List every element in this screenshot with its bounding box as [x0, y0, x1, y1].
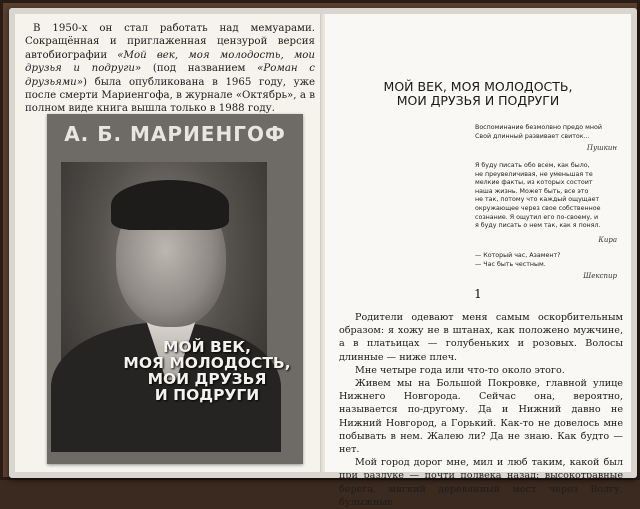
paragraph: Мне четыре года или что-то около этого.	[355, 364, 565, 376]
epigraph-shakespeare	[475, 252, 621, 269]
intro-text: В 1950-х он стал работать над мемуарами. Сокращённая и приглаженная цензурой версия автобиографии	[25, 23, 315, 61]
epigraph-line: не преувеличивая, не уменьшая те	[475, 170, 593, 178]
epigraph-line: я буду писать о нем так, как я понял.	[475, 222, 601, 230]
intro-text: ) была опубликована в 1965 году, уже после смерти Мариенгофа, в журнале «Октябрь», а в полном виде книга вышла только в 1988 году.	[25, 76, 315, 115]
epigraph-line: наша жизнь. Может быть, все это	[475, 187, 589, 195]
paragraph: Родители одевают меня самым оскорбительным образом: я хожу не в штанах, как положено мужчине, а в платьицах — голубеньких и розовых. Волосы длинные — ниже плеч.	[339, 312, 623, 363]
intro-book-title: «Мой век, моя молодость, мои друзья и подруги»	[25, 49, 315, 75]
epigraph-line: — Который час, Азамент?	[475, 252, 561, 259]
chapter-number: 1	[474, 287, 482, 301]
left-page	[15, 14, 323, 472]
epigraph-author: Кира	[598, 236, 617, 244]
epigraph-line: сознание. Я ощутил его по-своему, и	[475, 213, 599, 221]
photo-hair	[111, 180, 229, 230]
intro-text: (под названием	[141, 63, 258, 75]
epigraph-line: — Час быть честным.	[475, 260, 546, 268]
cover-author: А. Б. МАРИЕНГОФ	[64, 122, 286, 146]
chapter-title	[325, 80, 631, 108]
epigraph-line: окружающее через свое собственное	[475, 204, 601, 212]
cover-title-line: МОЯ МОЛОДОСТЬ,	[123, 354, 291, 372]
epigraph-pushkin	[475, 124, 621, 141]
paragraph: Мой город дорог мне, мил и люб таким, какой был при разлуке — почти полвека назад: высокотравные берега, мягкий деревянный мост через Волгу, булыжные	[339, 457, 623, 508]
intro-alt-title: «Роман с друзьями»	[25, 63, 315, 88]
epigraph-author: Шекспир	[583, 272, 617, 280]
intro-paragraph	[25, 22, 315, 116]
epigraph-line: Воспоминание безмолвно предо мной	[475, 124, 602, 131]
cover-title-line: И ПОДРУГИ	[154, 386, 260, 404]
cover-title-line: МОЙ ВЕК,	[163, 338, 251, 356]
epigraph-kira	[475, 162, 621, 231]
chapter-title-line: МОЙ ВЕК, МОЯ МОЛОДОСТЬ,	[383, 79, 573, 94]
epigraph-line: мелкие факты, из которых состоит	[475, 179, 593, 187]
cover-title-line: МОИ ДРУЗЬЯ	[147, 370, 267, 388]
epigraph-line: не так, потому что каждый ощущает	[475, 196, 600, 204]
chapter-title-line: МОИ ДРУЗЬЯ И ПОДРУГИ	[396, 93, 560, 108]
right-page	[325, 14, 631, 508]
paragraph: Живем мы на Большой Покровке, главной улице Нижнего Новгорода. Сейчас она, вероятно, называется по-другому. Да и Нижний давно не Нижний Новгород, а Горький. Как-то не довелось мне побывать в нем. Жалею ли? Да не знаю. Как будто — нет.	[339, 378, 623, 456]
epigraph-author: Пушкин	[586, 144, 617, 152]
open-book	[9, 8, 637, 508]
cover-title	[117, 339, 297, 403]
epigraph-line: Я буду писать обо всем, как было,	[475, 162, 590, 169]
book-cover	[47, 114, 303, 464]
epigraph-line: Свой длинный развивает свиток...	[475, 132, 590, 140]
chapter-body	[339, 311, 623, 509]
